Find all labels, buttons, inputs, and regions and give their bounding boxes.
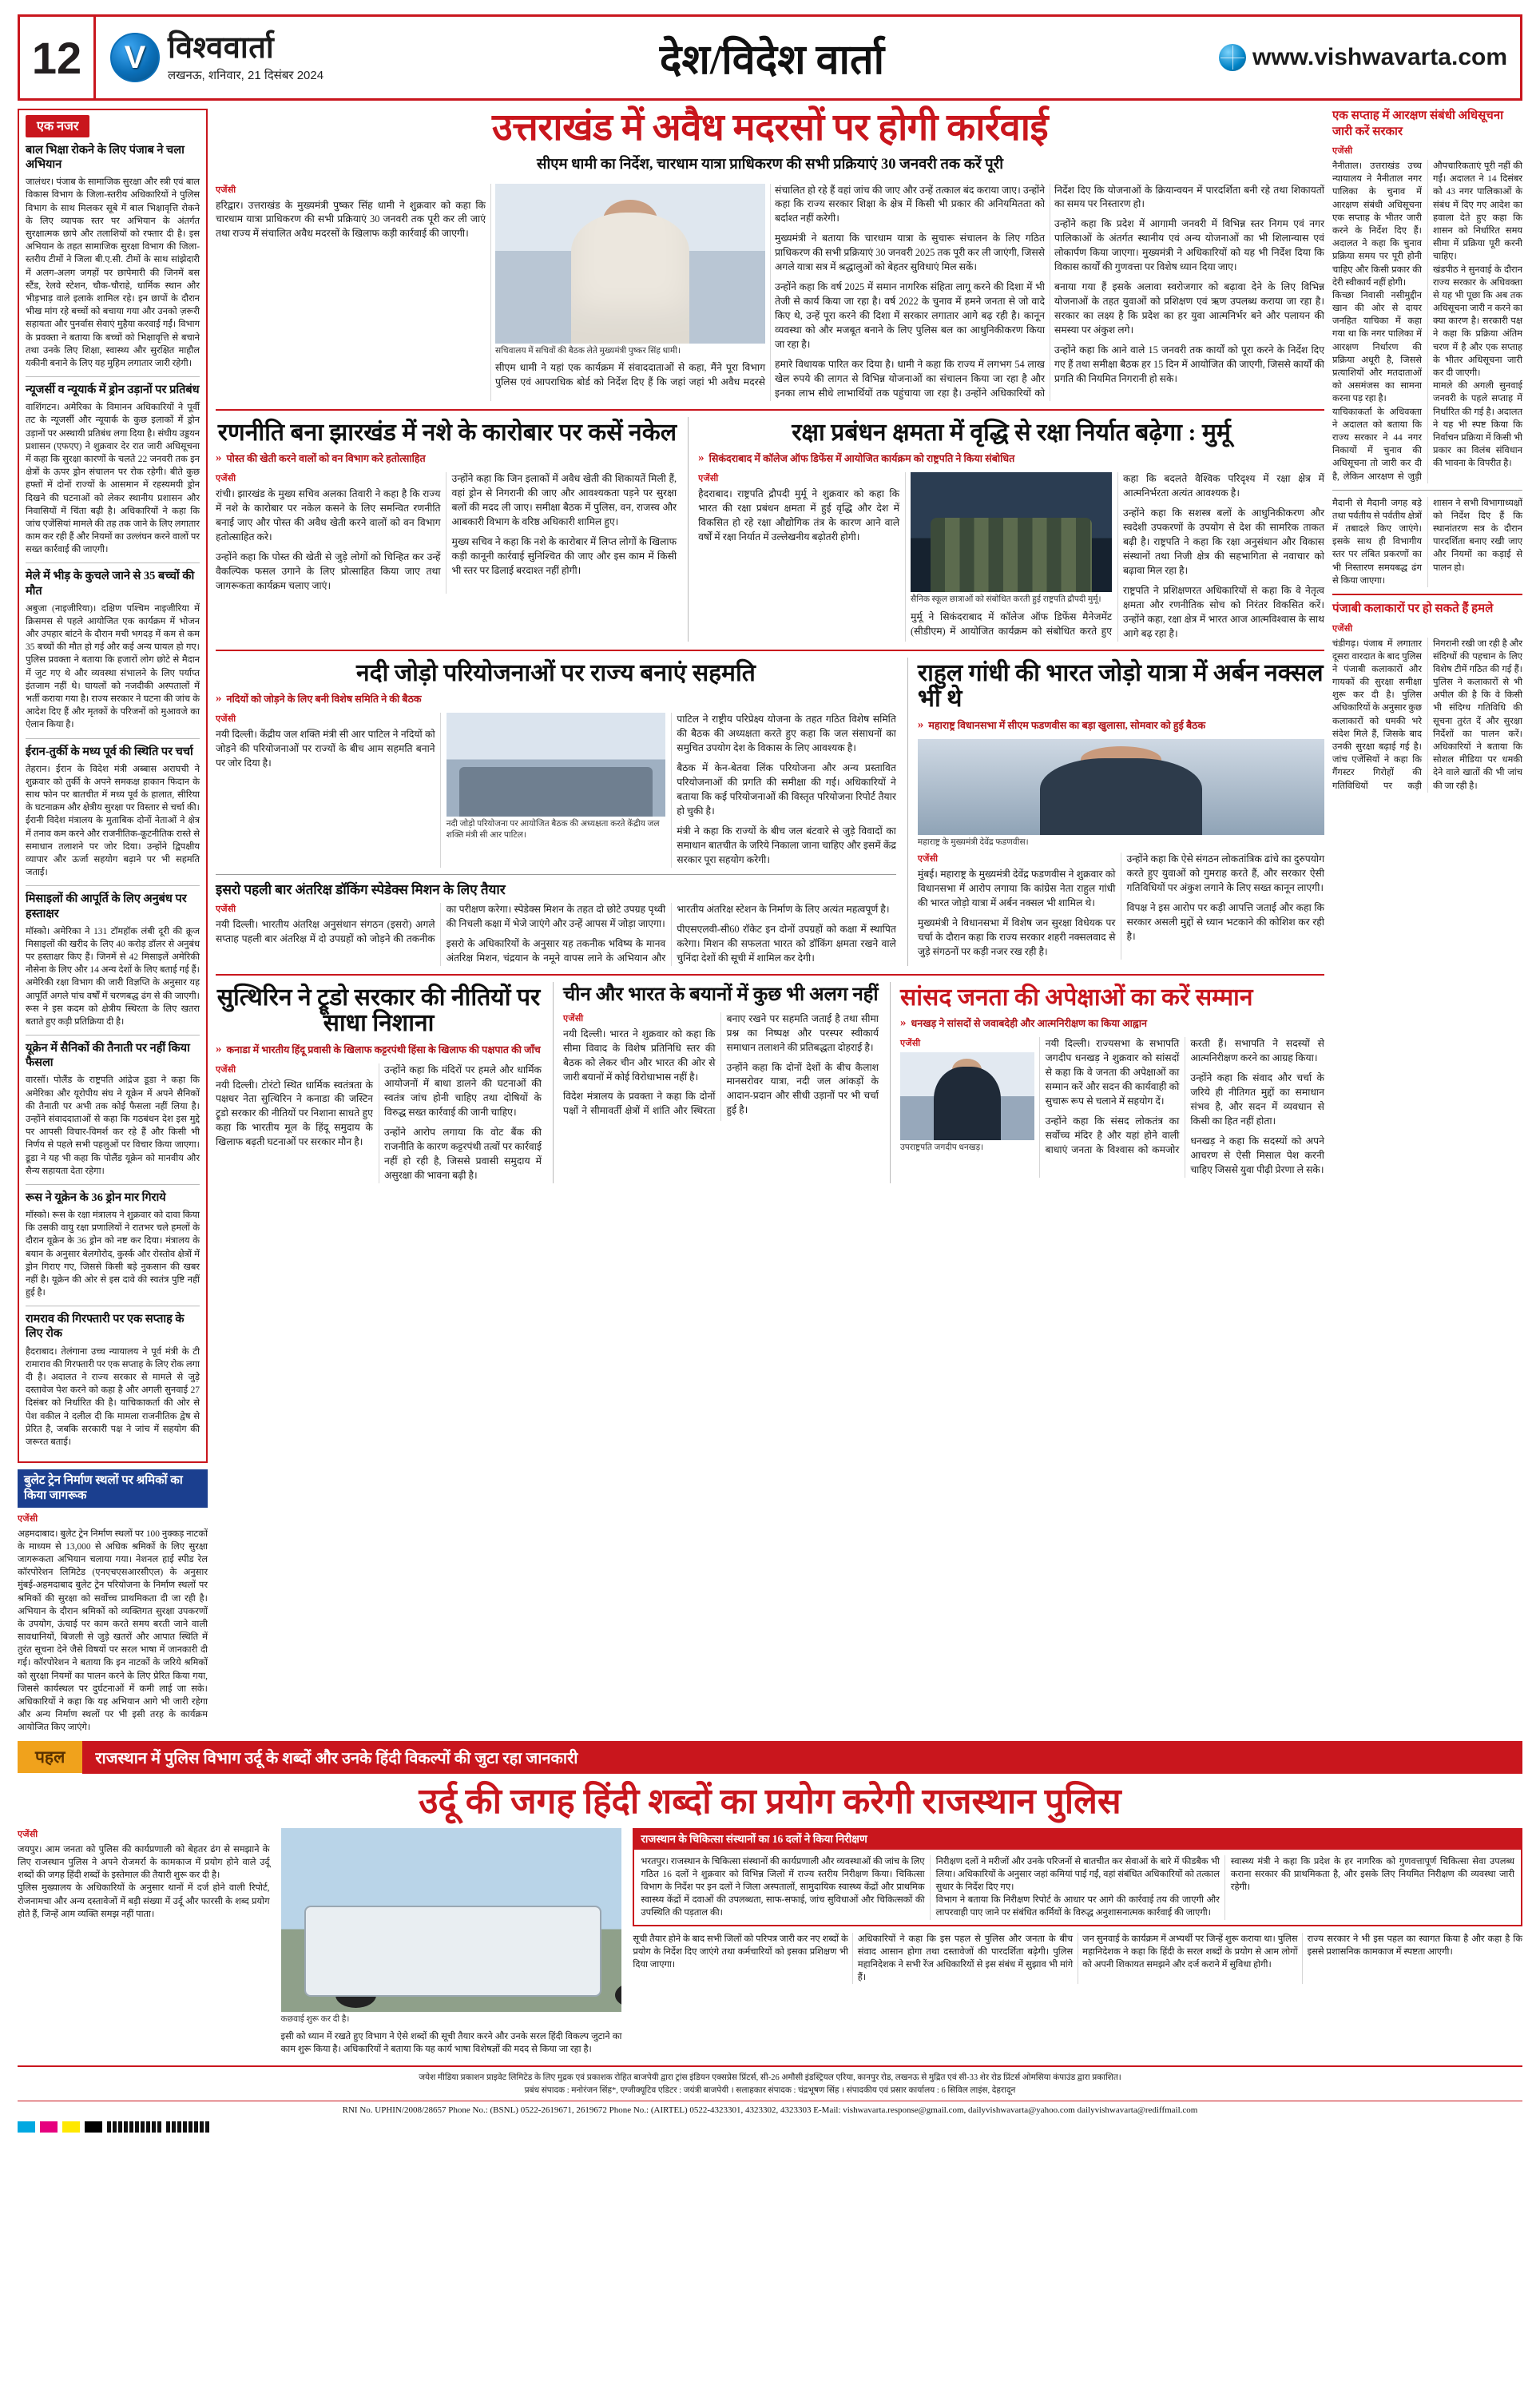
bottom-col-1 (18, 1828, 270, 2056)
lead-para: सीएम धामी ने यहां एक कार्यक्रम में संवाददाताओं से कहा, मैंने पूरा विभाग पुलिस एवं आपराधिक बोर्ड को निर्देश दिए हैं कि जहां जहां भी अवैध मदरसे संचालित हो रहे हैं वहां जांच की जाए और उन्हें तत्काल बंद कराया जाए। उन्होंने कहा कि राज्य सरकार शिक्षा के क्षेत्र में किसी भी प्रकार की अनियमितता को बर्दाश्त नहीं करेगी। (495, 184, 1045, 388)
president-murmu-photo (911, 472, 1112, 592)
story-para: सूची तैयार होने के बाद सभी जिलों को परिपत्र जारी कर नए शब्दों के प्रयोग के निर्देश दिए जाएंगे तथा कर्मचारियों को इसका प्रशिक्षण भी दिया जाएगा। (633, 1934, 848, 1970)
story-para: उन्होंने कहा कि सशस्त्र बलों के आधुनिकीकरण और स्वदेशी उपकरणों के उपयोग से देश की सामरिक ताकत बढ़ी है। राष्ट्रपति ने कहा कि रक्षा अनुसंधान और विकास संस्थानों तथा निजी क्षेत्र की सहभागिता से नवाचार को बढ़ावा मिल रहा है। (1123, 507, 1324, 576)
list-item (26, 1306, 200, 1449)
color-swatch-yellow (62, 2121, 80, 2133)
inset-para: विभाग ने बताया कि निरीक्षण रिपोर्ट के आधार पर आगे की कार्रवाई तय की जाएगी और लापरवाही पाए जाने पर संबंधित कर्मियों के विरुद्ध अनुशासनात्मक कार्रवाई की जाएगी। (935, 1895, 1220, 1918)
photo-caption: सचिवालय में सचिवों की बैठक लेते मुख्यमंत्री पुष्कर सिंह धामी। (495, 346, 681, 356)
story-para: पुलिस मुख्यालय के अधिकारियों के अनुसार थानों में दर्ज होने वाली रिपोर्ट, रोजनामचा और अन्य दस्तावेजों में बड़ी संख्या में उर्दू और फारसी के शब्द प्रयोग होते हैं, जिन्हें आम व्यक्ति समझ नहीं पाता। (18, 1883, 270, 1919)
registration-marks (18, 2121, 1522, 2133)
lead-para: बनाया गया हैं इसके अलावा स्वरोजगार को बढ़ावा देने के लिए विभिन्न योजनाओं के तहत युवाओं को प्रशिक्षण एवं ऋण उपलब्ध कराया जा रहा है। सरकार का लक्ष्य है कि प्रदेश का हर युवा आत्मनिर्भर बने और पलायन की समस्या पर अंकुश लगे। (1054, 281, 1324, 336)
story-para: उन्होंने आरोप लगाया कि वोट बैंक की राजनीति के कारण कट्टरपंथी तत्वों पर कार्रवाई नहीं हो रही है, जिससे प्रवासी समुदाय में असुरक्षा की भावना बढ़ी है। (384, 1127, 542, 1182)
story-para: मामले की अगली सुनवाई जनवरी के पहले सप्ताह में निर्धारित की गई है। अदालत ने यह भी स्पष्ट किया कि निर्वाचन प्रक्रिया में किसी भी प्रकार का विलंब संविधान की भावना के विपरीत है। (1433, 381, 1522, 469)
bottom-col-3 (633, 1828, 1522, 2056)
color-swatch-black (85, 2121, 102, 2133)
story-kicker (918, 719, 1324, 733)
register-bars-icon-2 (166, 2121, 209, 2133)
brief-headline: न्यूजर्सी व न्यूयार्क में ड्रोन उड़ानों पर प्रतिबंध (26, 384, 200, 397)
story-para: उन्होंने कहा कि जिन इलाकों में अवैध खेती की शिकायतें मिली हैं, वहां ड्रोन से निगरानी की जाए और आवश्यकता पड़ने पर सुरक्षा बलों की मदद ली जाए। समीक्षा बैठक में पुलिस, वन, राजस्व और आबकारी विभाग के वरिष्ठ अधिकारी शामिल हुए। (451, 473, 677, 528)
brief-headline: मेले में भीड़ के कुचले जाने से 35 बच्चों की मौत (26, 570, 195, 598)
divider (216, 409, 1324, 411)
agency-label: एजेंसी (698, 474, 719, 484)
story-kicker (216, 1043, 542, 1057)
publication-title: विश्ववार्ता (168, 31, 275, 66)
agency-label: एजेंसी (917, 854, 939, 865)
story-kicker (216, 693, 896, 706)
list-item (26, 738, 200, 880)
story-para: धनखड़ ने कहा कि सदस्यों को अपने आचरण से ऐसी मिसाल पेश करनी चाहिए जिससे युवा पीढ़ी प्रेरणा ले सके। (1190, 1135, 1324, 1175)
story-murmu (688, 417, 1324, 642)
story-trudeau (216, 982, 542, 1183)
story-para: इसी को ध्यान में रखते हुए विभाग ने ऐसे शब्दों की सूची तैयार करने और उनके सरल हिंदी विकल्प जुटाने का काम शुरू किया है। अधिकारियों ने बताया कि यह कार्य भाषा विशेषज्ञों की मदद से किया जा रहा है। (280, 2031, 622, 2054)
brief-text: जालंधर। पंजाब के सामाजिक सुरक्षा और स्त्री एवं बाल विकास विभाग के जिला-स्तरीय अधिकारियों ने पुलिस विभाग के साथ मिलकर सूबे में बाल भिक्षावृत्ति रोकने के लिए व्यापक स्तर पर अभियान के अंतर्गत सुरक्षात्मक छापे और तलाशियों को रफ्तार दी है। इस अभियान के तहत सामाजिक सुरक्षा विभाग की जिला-स्तरीय टीमों ने जिला बी.ए.सी. टीमों के साथ सांझेदारी में अलग-अलग जगहों पर छापेमारी की जिनमें बस स्टैंड, रेलवे स्टेशन, चौक-चौराहे, धार्मिक स्थान और भीड़भाड़ वाले इलाके शामिल रहे। इन छापों के दौरान भीख मांग रहे बच्चों को बचाया गया और उनको ज़रूरी सहायता और पुनर्वास सेवाएं मुहैया करवाई गईं। विभाग के प्रवक्ता ने बताया कि बच्चों को भिक्षावृत्ति से बचाने तथा उनके लिए शिक्षा, स्वास्थ्य और सुरक्षित माहौल यकीनी बनाने के लिए यह मुहिम लगातार जारी रहेगी। (26, 177, 200, 368)
story-body (900, 1037, 1324, 1178)
story-para: किच्छा निवासी नसीमुद्दीन खान की ओर से दायर जनहित याचिका में कहा गया था कि नगर पालिका में आरक्षण निर्धारण की प्रक्रिया अधूरी है, जिससे प्रत्याशियों और मतदाताओं को असमंजस का सामना करना पड़ रहा है। (1332, 290, 1422, 404)
story-para: रांची। झारखंड के मुख्य सचिव अलका तिवारी ने कहा है कि राज्य में नशे के कारोबार पर नकेल कसने के लिए समन्वित रणनीति बनाई जाए और पोस्त की अवैध खेती करने वालों को वन विभाग हतोत्साहित करे। (216, 488, 441, 543)
story-para: बैठक में केन-बेतवा लिंक परियोजना और अन्य प्रस्तावित परियोजनाओं की प्रगति की समीक्षा की गई। अधिकारियों ने बताया कि कई परियोजनाओं की विस्तृत परियोजना रिपोर्ट तैयार हो चुकी है। (677, 762, 896, 817)
story-para: मुंबई। महाराष्ट्र के मुख्यमंत्री देवेंद्र फडणवीस ने शुक्रवार को विधानसभा में आरोप लगाया कि कांग्रेस नेता राहुल गांधी की भारत जोड़ो यात्रा में अर्बन नक्सल भी शामिल थे। (917, 869, 1116, 909)
vishwavarta-logo-icon (110, 33, 160, 82)
bottom-story-grid (18, 1828, 1522, 2056)
story-dhankhar (890, 982, 1324, 1183)
color-swatch-cyan (18, 2121, 35, 2133)
story-body: अहमदाबाद। बुलेट ट्रेन निर्माण स्थलों पर 100 नुक्कड़ नाटकों के माध्यम से 13,000 से अधिक श्रमिकों के लिए सुरक्षा जागरूकता अभियान चलाया गया। नेशनल हाई स्पीड रेल कॉरपोरेशन लिमिटेड (एनएचएसआरसीएल) के अनुसार मुंबई-अहमदाबाद बुलेट ट्रेन परियोजना के निर्माण स्थलों पर श्रमिकों की सुरक्षा को सर्वोच्च प्राथमिकता दी जा रही है। अभियान के दौरान श्रमिकों को व्यक्तिगत सुरक्षा उपकरणों के उपयोग, ऊंचाई पर काम करते समय बरती जाने वाली सावधानियों, बिजली से जुड़े खतरों और आपात स्थिति में तुरंत सूचना देने जैसे विषयों पर सरल भाषा में जानकारी दी गई। कॉरपोरेशन ने बताया कि इन नाटकों के जरिये श्रमिकों को सुरक्षा नियमों का पालन करने के लिए प्रेरित किया गया, जिससे कार्यस्थल पर दुर्घटनाओं में कमी लाई जा सके। अधिकारियों ने कहा कि यह अभियान आगे भी जारी रहेगा और अन्य निर्माण स्थलों पर भी इसी तरह के कार्यक्रम आयोजित किए जाएंगे। (18, 1528, 208, 1733)
list-item (26, 376, 200, 556)
right-column (1332, 109, 1522, 1735)
police-van-photo (281, 1828, 622, 2012)
murmu-photo-figure (911, 472, 1112, 606)
story-body (918, 853, 1324, 960)
story-para: खंडपीठ ने सुनवाई के दौरान राज्य सरकार के अधिवक्ता से यह भी पूछा कि अब तक अधिसूचना जारी न करने का क्या कारण है। सरकारी पक्ष ने कहा कि प्रक्रिया अंतिम चरण में है और एक सप्ताह के भीतर अधिसूचना जारी कर दी जाएगी। (1433, 264, 1522, 378)
bottom-lead-headline: उर्दू की जगह हिंदी शब्दों का प्रयोग करेगी राजस्थान पुलिस (419, 1781, 1121, 1821)
agency-label: एजेंसी (216, 904, 236, 914)
kicker-text: महाराष्ट्र विधानसभा में सीएम फडणवीस का बड़ा खुलासा, सोमवार को हुई बैठक (928, 719, 1206, 731)
brief-headline: रूस ने यूक्रेन के 36 ड्रोन मार गिराये (26, 1191, 166, 1204)
row-river-isro (216, 658, 1324, 966)
bullet-icon: » (216, 692, 222, 706)
story-headline: इसरो पहली बार अंतरिक्ष डॉकिंग स्पेडेक्स मिशन के लिए तैयार (216, 881, 506, 897)
story-body (216, 903, 896, 966)
story-kicker (216, 452, 677, 466)
story-para: राष्ट्रपति ने प्रशिक्षणरत अधिकारियों से कहा कि वे नेतृत्व क्षमता और रणनीतिक सोच को निरंतर विकसित करें। उन्होंने कहा, रक्षा क्षेत्र में भारत आज आत्मविश्वास के साथ आगे बढ़ रहा है। (1123, 584, 1324, 639)
row-jharkhand-murmu (216, 417, 1324, 642)
right-top-body (1332, 160, 1522, 483)
story-para: नयी दिल्ली। टोरंटो स्थित धार्मिक स्वतंत्रता के पक्षधर नेता सुत्थिरिन ने कनाडा की जस्टिन ट्रूडो सरकार की नीतियों पर निशाना साधते हुए कहा कि भारतीय मूल के हिंदू समुदाय के खिलाफ बढ़ती घटनाओं पर सरकार मौन है। (216, 1079, 373, 1148)
agency-label: एजेंसी (900, 1039, 921, 1049)
pehal-band (18, 1741, 1522, 1774)
lead-para: उन्होंने कहा कि वर्ष 2025 में समान नागरिक संहिता लागू करने की दिशा में भी तेजी से कार्य किया जा रहा है। वर्ष 2022 के चुनाव में हमने जनता से जो वादे किए थे, उन्हें पूरा करने की दिशा में सरकार लगातार आगे बढ़ रही है। कानून व्यवस्था को और मजबूत बनाने के लिए पुलिस बल का आधुनिकीकरण किया जा रहा है। (775, 281, 1045, 351)
dhankhar-photo (900, 1052, 1034, 1140)
story-para: हैदराबाद। राष्ट्रपति द्रौपदी मुर्मू ने शुक्रवार को कहा कि भारत की रक्षा प्रबंधन क्षमता में हुई वृद्धि और देश में विकसित हो रहे रक्षा औद्योगिक तंत्र के कारण आने वाले वर्षों में रक्षा निर्यात में उल्लेखनीय बढ़ोतरी होगी। (698, 488, 900, 543)
agency-label: एजेंसी (216, 714, 236, 725)
cm-dhami-photo (495, 184, 765, 344)
story-para: विदेश मंत्रालय के प्रवक्ता ने कहा कि दोनों पक्षों ने सीमावर्ती क्षेत्रों में शांति और स्थिरता बनाए रखने पर सहमति जताई है तथा सीमा प्रश्न का निष्पक्ष और परस्पर स्वीकार्य समाधान तलाशने की प्रतिबद्धता दोहराई है। (563, 1012, 879, 1117)
story-para: उन्होंने कहा कि पोस्त की खेती से जुड़े लोगों को चिन्हित कर उन्हें वैकल्पिक फसल उगाने के लिए प्रोत्साहित किया जाए तथा जागरूकता कार्यक्रम चलाए जाएं। (216, 551, 441, 591)
imprint-line-1: जयेश मीडिया प्रकाशन प्राइवेट लिमिटेड के लिए मुद्रक एवं प्रकाशक रोहित बाजपेयी द्वारा ट्रांस इंडियन एक्सप्रेस प्रिंटर्स, सी-26 अमौसी इंडस्ट्रियल एरिया, कानपुर रोड, लखनऊ से मुद्रित एवं सी-33 शेर रोड प्रिंटर्स ओमसिया कंपाउंड द्वारा प्रकाशित। (419, 2073, 1121, 2082)
story-headline: रक्षा प्रबंधन क्षमता में वृद्धि से रक्षा निर्यात बढ़ेगा : मुर्मू (792, 419, 1231, 446)
agency-label: एजेंसी (563, 1013, 584, 1024)
brief-text: तेहरान। ईरान के विदेश मंत्री अब्बास अराघची ने शुक्रवार को तुर्की के अपने समकक्ष हाकान फिदान के साथ फोन पर बातचीत में मध्य पूर्व के हालात, सीरिया के घटनाक्रम और क्षेत्रीय सुरक्षा पर विस्तार से चर्चा की। ईरानी विदेश मंत्रालय के मुताबिक दोनों नेताओं ने क्षेत्र में तनाव कम करने और राजनीतिक-कूटनीतिक रास्ते से समाधान तलाशने पर जोर दिया। उन्होंने द्विपक्षीय व्यापार और ऊर्जा सहयोग बढ़ाने पर भी सहमति जताई। (26, 764, 200, 878)
story-kicker (698, 452, 1324, 466)
agency-label: एजेंसी (216, 474, 236, 484)
fadnavis-photo (918, 739, 1324, 835)
story-para: मंत्री ने कहा कि राज्यों के बीच जल बंटवारे से जुड़े विवादों का समाधान बातचीत के जरिये निकाला जाना चाहिए और इसमें केंद्र सरकार पूरा सहयोग करेगी। (677, 825, 896, 865)
lead-subheadline: सीएम धामी का निर्देश, चारधाम यात्रा प्राधिकरण की सभी प्रक्रियाएं 30 जनवरी तक करें पूरी (536, 157, 1004, 173)
brief-text: मॉस्को। रूस के रक्षा मंत्रालय ने शुक्रवार को दावा किया कि उसकी वायु रक्षा प्रणालियों ने रातभर चले हमलों के दौरान यूक्रेन के 36 ड्रोन को नष्ट कर दिया। मंत्रालय के बयान के अनुसार बेलगोरोद, कुर्स्क और रोस्तोव क्षेत्रों में ड्रोन गिराए गए, जिससे किसी बड़े नुकसान की खबर नहीं है। यूक्रेन की ओर से इस दावे की स्वतंत्र पुष्टि नहीं हुई है। (26, 1210, 200, 1298)
photo-caption: सैनिक स्कूल छात्राओं को संबोधित करती हुई राष्ट्रपति द्रौपदी मुर्मू। (911, 595, 1101, 605)
bullet-icon: » (216, 451, 222, 465)
story-headline: पंजाबी कलाकारों पर हो सकते हैं हमले (1332, 602, 1494, 615)
lead-para: हरिद्वार। उत्तराखंड के मुख्यमंत्री पुष्कर सिंह धामी ने शुक्रवार को कहा कि चारधाम यात्रा प्राधिकरण की सभी प्रक्रियाएं 30 जनवरी तक पूरी कर ली जाएं तथा राज्य में संचालित अवैध मदरसों के खिलाफ कड़ी कार्रवाई की जाएगी। (216, 199, 486, 240)
story-china (553, 982, 879, 1183)
story-para: नयी दिल्ली। केंद्रीय जल शक्ति मंत्री सी आर पाटिल ने नदियों को जोड़ने की परियोजनाओं पर राज्यों के बीच आम सहमति बनाने पर जोर दिया है। (216, 729, 435, 769)
bullet-train-badge: बुलेट ट्रेन निर्माण स्थलों पर श्रमिकों का किया जागरूक (18, 1469, 208, 1508)
divider (216, 650, 1324, 651)
center-column (216, 109, 1324, 1735)
story-headline: राहुल गांधी की भारत जोड़ो यात्रा में अर्बन नक्सल भी थे (917, 659, 1324, 713)
agency-label: एजेंसी (18, 1829, 38, 1839)
right-top-headline: एक सप्ताह में आरक्षण संबंधी अधिसूचना जारी करें सरकार (1332, 109, 1504, 138)
page-number: 12 (20, 17, 96, 98)
list-item (26, 1184, 200, 1299)
lead-body (216, 184, 1324, 401)
story-para: इसरो के अधिकारियों के अनुसार यह तकनीक भविष्य के मानव अंतरिक्ष मिशन, चंद्रयान के नमूने वापस लाने के अभियान और भारतीय अंतरिक्ष स्टेशन के निर्माण के लिए अत्यंत महत्वपूर्ण है। (446, 903, 890, 964)
story-para: पाटिल ने राष्ट्रीय परिप्रेक्ष्य योजना के तहत गठित विशेष समिति की बैठक की अध्यक्षता करते हुए कहा कि जल संसाधनों का समुचित उपयोग देश के विकास के लिए आवश्यक है। (677, 714, 896, 754)
ek-nazar-badge: एक नजर (26, 115, 89, 137)
list-item (26, 885, 200, 1028)
kicker-text: पोस्त की खेती करने वालों को वन विभाग करे हतोत्साहित (226, 453, 426, 465)
photo-caption: उपराष्ट्रपति जगदीप धनखड़। (900, 1143, 984, 1153)
lead-headline: उत्तराखंड में अवैध मदरसों पर होगी कार्रवाई (491, 107, 1049, 149)
story-para: उन्होंने कहा कि ऐसे संगठन लोकतांत्रिक ढांचे का दुरुपयोग करते हुए युवाओं को गुमराह करते हैं, और सरकार ऐसी गतिविधियों पर अंकुश लगाने के लिए सख्त कानून लाएगी। (1126, 853, 1324, 894)
story-para: उन्होंने कहा कि संसद लोकतंत्र का सर्वोच्च मंदिर है और यहां होने वाली बाधाएं जनता के विश्वास को कमजोर करती हैं। सभापति ने सदस्यों से आत्मनिरीक्षण करने का आग्रह किया। (1045, 1038, 1324, 1155)
page-grid (18, 109, 1522, 1735)
story-para: उन्होंने कहा कि मंदिरों पर हमले और धार्मिक आयोजनों में बाधा डालने की घटनाओं की स्वतंत्र जांच होनी चाहिए तथा दोषियों के विरुद्ध सख्त कार्रवाई की जानी चाहिए। (384, 1063, 542, 1119)
story-para: पीएसएलवी-सी60 रॉकेट इन दोनों उपग्रहों को कक्षा में स्थापित करेगा। मिशन की सफलता भारत को डॉकिंग क्षमता रखने वाले चुनिंदा देशों की सूची में शामिल कर देगी। (677, 923, 896, 964)
police-van-figure (281, 1828, 622, 2025)
lead-para: हमारे विधायक पारित कर दिया है। धामी ने कहा कि राज्य में लगभग 54 लाख खेल रुपये की लागत से विभिन्न योजनाओं का संचालन किया जा रहा है और इनका लाभ सीधे लाभार्थियों तक पहुंचाया जा रहा है। उन्होंने अधिकारियों को निर्देश दिए कि योजनाओं के क्रियान्वयन में पारदर्शिता बनी रहे तथा शिकायतों का समय पर निस्तारण हो। (775, 184, 1324, 399)
lead-para: उन्होंने कहा कि प्रदेश में आगामी जनवरी में विभिन्न स्तर निगम एवं नगर पालिकाओं के अंतर्गत स्थानीय एवं अन्य योजनाओं का भी शिलान्यास एवं लोकार्पण किया जाएगा। मुख्यमंत्री ने अधिकारियों को यह भी निर्देश दिया कि विकास कार्यों की गुणवत्ता पर विशेष ध्यान दिया जाए। (1054, 218, 1324, 273)
agency-label: एजेंसी (18, 1513, 38, 1524)
story-body (698, 472, 1324, 641)
pehal-badge: पहल (18, 1741, 82, 1773)
kicker-text: सिकंदराबाद में कॉलेज ऑफ डिफेंस में आयोजित कार्यक्रम को राष्ट्रपति ने किया संबोधित (708, 453, 1015, 465)
inset-headline: राजस्थान के चिकित्सा संस्थानों का 16 दलों ने किया निरीक्षण (634, 1830, 1521, 1850)
inset-para: निरीक्षण दलों ने मरीजों और उनके परिजनों से बातचीत कर सेवाओं के बारे में फीडबैक भी लिया। अधिकारियों के अनुसार जहां कमियां पाई गईं, वहां संबंधित अधिकारियों को तत्काल सुधार के निर्देश दिए गए। (935, 1856, 1220, 1892)
story-headline: सांसद जनता की अपेक्षाओं का करें सम्मान (900, 984, 1253, 1011)
bullet-icon: » (216, 1042, 222, 1055)
dhankhar-photo-figure (900, 1052, 1034, 1154)
story-body (216, 472, 677, 594)
meeting-photo (447, 713, 666, 817)
story-body (216, 1063, 542, 1184)
bullet-train-story (18, 1469, 208, 1735)
agency-label: एजेंसी (1332, 146, 1353, 156)
divider (216, 874, 896, 875)
list-item (26, 143, 200, 370)
story-para: मुख्यमंत्री ने विधानसभा में विशेष जन सुरक्षा विधेयक पर चर्चा के दौरान कहा कि राज्य सरकार शहरी नक्सलवाद से जुड़े संगठनों पर कड़ी नजर रख रही है। (917, 917, 1116, 958)
story-para: जन सुनवाई के कार्यक्रम में अभ्यर्थी पर जिन्हें शुरू कराया था। पुलिस महानिदेशक ने कहा कि हिंदी के सरल शब्दों के प्रयोग से आम लोगों को अपनी शिकायत समझने और दर्ज कराने में सुविधा होगी। (1082, 1934, 1298, 1970)
brief-headline: मिसाइलों की आपूर्ति के लिए अनुबंध पर हस्ताक्षर (26, 892, 187, 920)
agency-label: एजेंसी (216, 185, 236, 195)
lead-para: मुख्यमंत्री ने बताया कि चारधाम यात्रा के सुचारू संचालन के लिए गठित प्राधिकरण की सभी प्रक्रियाएं 30 जनवरी 2025 तक पूरी कर ली जाएंगी, जिससे अगले यात्रा सत्र में श्रद्धालुओं को बेहतर सुविधाएं मिल सकें। (775, 233, 1045, 273)
brief-headline: यूक्रेन में सैनिकों की तैनाती पर नहीं किया फैसला (26, 1042, 190, 1070)
kicker-text: कनाडा में भारतीय हिंदू प्रवासी के खिलाफ कट्टरपंथी हिंसा के खिलाफ की पक्षपात की जाँच (226, 1043, 541, 1055)
logo-block (96, 17, 359, 98)
list-item (26, 1035, 200, 1178)
story-para: विपक्ष ने इस आरोप पर कड़ी आपत्ति जताई और कहा कि सरकार असली मुद्दों से ध्यान भटकाने की कोशिश कर रही है। (1126, 902, 1324, 943)
imprint-line-2: प्रबंध संपादक : मनोरंजन सिंह*, एग्जीक्यूटिव एडिटर : जयंत्री बाजपेयी । सलाहकार संपादक : चंद्रभूषण सिंह । संपादकीय एवं प्रसार कार्यालय : 6 सिविल लाइंस, देहरादून (524, 2085, 1016, 2095)
kicker-text: नदियों को जोड़ने के लिए बनी विशेष समिति ने की बैठक (226, 694, 422, 706)
globe-icon (1219, 44, 1246, 71)
story-para: नैनीताल। उत्तराखंड उच्च न्यायालय ने नैनीताल नगर पालिका के चुनाव में आरक्षण संबंधी अधिसूचना एक सप्ताह के भीतर जारी करने के निर्देश दिए हैं। अदालत ने कहा कि चुनाव प्रक्रिया समय पर पूरी होनी चाहिए और किसी प्रकार की देरी स्वीकार्य नहीं होगी। (1332, 161, 1422, 288)
bottom-col-photo (281, 1828, 622, 2056)
bullet-icon: » (900, 1016, 907, 1030)
divider (216, 974, 1324, 976)
register-bars-icon (107, 2121, 161, 2133)
section-title-wrap (359, 17, 1185, 98)
row-trudeau-china-dhankhar (216, 982, 1324, 1183)
story-para: जयपुर। आम जनता को पुलिस की कार्यप्रणाली को बेहतर ढंग से समझाने के लिए राजस्थान पुलिस ने अपने रोजमर्रा के कामकाज में प्रयोग होने वाले उर्दू शब्दों की जगह हिंदी शब्दों के इस्तेमाल की तैयारी शुरू कर दी है। (18, 1844, 270, 1881)
agency-label: एजेंसी (1332, 623, 1353, 634)
story-punjabi-artists (1332, 602, 1522, 793)
story-headline: चीन और भारत के बयानों में कुछ भी अलग नहीं (563, 984, 879, 1005)
story-headline: सुत्थिरिन ने ट्रूडो सरकार की नीतियों पर साधा निशाना (216, 984, 541, 1037)
inspection-inset-box (633, 1828, 1522, 1926)
story-body (216, 713, 896, 868)
list-item (26, 562, 200, 731)
brief-headline: ईरान-तुर्की के मध्य पूर्व की स्थिति पर चर्चा (26, 745, 193, 758)
kicker-text: धनखड़ ने सांसदों से जवाबदेही और आत्मनिरीक्षण का किया आह्वान (911, 1018, 1147, 1030)
story-para: शासन ने सभी विभागाध्यक्षों को निर्देश दिए हैं कि स्थानांतरण सत्र के दौरान पारदर्शिता बनाए रखी जाए और नियमों का कड़ाई से पालन हो। (1433, 498, 1522, 573)
story-body (563, 1012, 879, 1122)
bullet-icon: » (698, 451, 705, 465)
story-para: मुर्मू ने सिकंदराबाद में कॉलेज ऑफ डिफेंस मैनेजमेंट (सीडीएम) में आयोजित कार्यक्रम को संबोधित करते हुए कहा कि बदलते वैश्विक परिदृश्य में रक्षा क्षेत्र में आत्मनिर्भरता अत्यंत आवश्यक है। (911, 473, 1324, 637)
story-para: मैदानी से मैदानी जगह बड़े तथा पर्वतीय से पर्वतीय क्षेत्रों में तबादले किए जाएंगे। इसके साथ ही विभागीय स्तर पर लंबित प्रकरणों का भी निस्तारण समयबद्ध ढंग से किया जाएगा। (1332, 498, 1422, 586)
photo-caption: नदी जोड़ो परियोजना पर आयोजित बैठक की अध्यक्षता करते केंद्रीय जल शक्ति मंत्री सी आर पाटिल। (446, 820, 660, 840)
story-para: चंडीगढ़। पंजाब में लगातार दूसरा वारदात के बाद पुलिस ने पंजाबी कलाकारों और गायकों की सुरक्षा समीक्षा शुरू कर दी है। पुलिस अधिकारियों के अनुसार कुछ कलाकारों को धमकी भरे संदेश मिले हैं, जिसके बाद उनकी सुरक्षा बढ़ाई गई है। जांच एजेंसियों ने कहा कि गैंगस्टर गिरोहों की गतिविधियों पर कड़ी निगरानी रखी जा रही है और संदिग्धों की पहचान के लिए विशेष टीमें गठित की गई हैं। पुलिस ने कलाकारों से भी अपील की है कि वे किसी भी संदिग्ध गतिविधि की सूचना तुरंत दें और सुरक्षा निर्देशों का पालन करें। अधिकारियों ने बताया कि सोशल मीडिया पर धमकी देने वाले खातों की भी जांच की जा रही है। (1332, 638, 1522, 791)
masthead (18, 14, 1522, 101)
rni-line: RNI No. UPHIN/2008/28657 Phone No.: (BSNL) 0522-2619671, 2619672 Phone No.: (AIRTEL) 0522-4323301, 4323302, 4323303 E-Mail: vishwavarta.response@gmail.com, dailyvishwavarta@yahoo.com dailyvishwavarta@rediffmail.com (18, 2101, 1522, 2115)
inset-para: स्वास्थ्य मंत्री ने कहा कि प्रदेश के हर नागरिक को गुणवत्तापूर्ण चिकित्सा सेवा उपलब्ध कराना सरकार की प्राथमिकता है, और इसके लिए नियमित निरीक्षण की व्यवस्था जारी रहेगी। (1230, 1856, 1514, 1892)
divider (1332, 490, 1522, 491)
bottom-extra-body (633, 1933, 1522, 1985)
story-body (1332, 638, 1522, 793)
story-jharkhand (216, 417, 677, 642)
website-url[interactable]: www.vishwavarta.com (1252, 44, 1507, 70)
right-second-body (1332, 497, 1522, 587)
brief-headline: रामराव की गिरफ्तारी पर एक सप्ताह के लिए रोक (26, 1313, 185, 1341)
brief-headline: बाल भिक्षा रोकने के लिए पंजाब ने चला अभियान (26, 144, 185, 172)
rahul-photo-figure (918, 739, 1324, 849)
color-swatch-magenta (40, 2121, 58, 2133)
brief-text: मॉस्को। अमेरिका ने 131 टॉमहॉक लंबी दूरी की क्रूज मिसाइलों की खरीद के लिए 40 करोड़ डॉलर से अनुबंध पर हस्ताक्षर किए हैं। जिनमें से 42 मिसाइलें अमेरिकी नौसेना के लिए और 14 अन्य देशों के लिए बताई गई हैं। अमेरिकी रक्षा विभाग की जारी विज्ञप्ति के अनुसार यह आपूर्ति अगले पांच वर्षों में चरणबद्ध ढंग से की जाएगी। रूस ने इस कदम को क्षेत्रीय स्थिरता के लिए खतरा बताते हुए कड़ी प्रतिक्रिया दी है। (26, 926, 200, 1027)
story-isro (216, 881, 896, 966)
lead-photo-figure (495, 184, 765, 357)
story-kicker (900, 1017, 1324, 1031)
bullet-icon: » (917, 718, 924, 731)
website-block[interactable] (1185, 17, 1520, 98)
story-para: नयी दिल्ली। भारत ने शुक्रवार को कहा कि सीमा विवाद के विशेष प्रतिनिधि स्तर की बैठक को लेकर चीन और भारत की ओर से जारी बयानों में कोई विरोधाभास नहीं है। (563, 1028, 716, 1083)
publication-dateline: लखनऊ, शनिवार, 21 दिसंबर 2024 (168, 69, 324, 83)
brief-text: वाशिंगटन। अमेरिका के विमानन अधिकारियों ने पूर्वी तट के न्यूजर्सी और न्यूयार्क के कुछ इलाकों में ड्रोन उड़ानों पर अस्थायी प्रतिबंध लगा दिया है। संघीय उड्डयन प्रशासन (एफएए) ने शुक्रवार देर रात जारी अधिसूचना में कहा कि सुरक्षा कारणों के चलते 22 जनवरी तक इन क्षेत्रों के ऊपर ड्रोन संचालन पर रोक रहेगी। बीते कुछ हफ्तों में दोनों राज्यों के आसमान में रहस्यमयी ड्रोन दिखने की घटनाओं को लेकर स्थानीय प्रशासन और निवासियों में चिंता बढ़ी है। अधिकारियों ने कहा कि जांच एजेंसियां मामले की तह तक जाने के लिए लगातार काम कर रही हैं और नियमों का उल्लंघन करने वालों पर सख्त कार्रवाई की जाएगी। (26, 403, 200, 555)
photo-caption: महाराष्ट्र के मुख्यमंत्री देवेंद्र फडणवीस। (917, 837, 1029, 847)
story-river (216, 658, 896, 966)
story-para: नयी दिल्ली। राज्यसभा के सभापति जगदीप धनखड़ ने शुक्रवार को सांसदों से कहा कि वे जनता की अपेक्षाओं का सम्मान करें और सदन की कार्यवाही को सुचारू रूप से चलाने में सहयोग दें। (1045, 1038, 1180, 1107)
brief-text: अबुजा (नाइजीरिया)। दक्षिण पश्चिम नाइजीरिया में क्रिसमस से पहले आयोजित एक कार्यक्रम में भोजन और उपहार बांटने के दौरान मची भगदड़ में कम से कम 35 बच्चों की मौत हो गई और कई अन्य घायल हो गए। पुलिस प्रवक्ता ने बताया कि हजारों लोग छोटे से मैदान में जुट गए थे और व्यवस्था संभालने के लिए पर्याप्त इंतजाम नहीं थे। घायलों को नजदीकी अस्पतालों में भर्ती कराया गया है। राज्य सरकार ने घटना की जांच के आदेश दिए हैं और मृतकों के परिजनों को मुआवजे का ऐलान किया है। (26, 603, 200, 730)
brief-text: वारसॉ। पोलैंड के राष्ट्रपति आंद्रेज डूडा ने कहा कि अमेरिका और यूरोपीय संघ ने यूक्रेन में अपने सैनिकों की तैनाती पर अभी तक कोई फैसला नहीं लिया है। उन्होंने संवाददाताओं से कहा कि गठबंधन देश इस मुद्दे पर आपसी विचार-विमर्श कर रहे हैं और किसी भी निर्णय से पहले सभी पहलुओं पर विचार किया जाएगा। डूडा ने यह भी कहा कि पोलैंड यूक्रेन को मानवीय और सैन्य सहायता देता रहेगा। (26, 1075, 200, 1176)
story-para: याचिकाकर्ता के अधिवक्ता ने अदालत को बताया कि राज्य सरकार ने 44 नगर निकायों में चुनाव की अधिसूचना तो जारी कर दी है, लेकिन आरक्षण से जुड़ी औपचारिकताएं पूरी नहीं की गईं। अदालत ने 14 दिसंबर को 43 नगर पालिकाओं के संबंध में दिए गए आदेश का हवाला देते हुए कहा कि शासन को निर्धारित समय सीमा में प्रक्रिया पूरी करनी चाहिए। (1332, 161, 1522, 482)
pehal-strip-text: राजस्थान में पुलिस विभाग उर्दू के शब्दों और उनके हिंदी विकल्पों की जुटा रहा जानकारी (82, 1741, 1522, 1774)
story-rahul (907, 658, 1324, 966)
story-para: नयी दिल्ली। भारतीय अंतरिक्ष अनुसंधान संगठन (इसरो) अगले सप्ताह पहली बार अंतरिक्ष में दो उपग्रहों को जोड़ने की तकनीक का परीक्षण करेगा। स्पेडेक्स मिशन के तहत दो छोटे उपग्रह पृथ्वी की निचली कक्षा में भेजे जाएंगे और उन्हें आपस में जोड़ा जाएगा। (216, 903, 666, 944)
agency-label: एजेंसी (216, 1064, 236, 1075)
story-headline: नदी जोड़ो परियोजनाओं पर राज्य बनाएं सहमति (356, 659, 756, 686)
story-headline: रणनीति बना झारखंड में नशे के कारोबार पर कसें नकेल (217, 419, 677, 446)
story-para: उन्होंने कहा कि संवाद और चर्चा के जरिये ही नीतिगत मुद्दों का समाधान संभव है, और सदन में व्यवधान से किसी का हित नहीं होता। (1190, 1072, 1324, 1127)
divider (1332, 594, 1522, 595)
lead-para: उन्होंने कहा कि आने वाले 15 जनवरी तक कार्यों को पूरा करने के निर्देश दिए गए हैं तथा समीक्षा बैठक हर 15 दिन में आयोजित की जाएगी, जिससे कार्यों की प्रगति की नियमित निगरानी हो सके। (1054, 344, 1324, 384)
story-para: मुख्य सचिव ने कहा कि नशे के कारोबार में लिप्त लोगों के खिलाफ कड़ी कानूनी कार्रवाई सुनिश्चित की जाए और इस काम में किसी भी स्तर पर ढिलाई बरदाश्त नहीं होगी। (451, 536, 677, 576)
footer (18, 2065, 1522, 2133)
ek-nazar-box (18, 109, 208, 1463)
inset-para: भरतपुर। राजस्थान के चिकित्सा संस्थानों की कार्यप्रणाली और व्यवस्थाओं की जांच के लिए गठित 16 दलों ने शुक्रवार को विभिन्न जिलों में राज्य स्तरीय निरीक्षण किया। चिकित्सा विभाग के निर्देश पर इन दलों ने जिला अस्पतालों, सामुदायिक स्वास्थ्य केंद्रों और प्राथमिक स्वास्थ्य केंद्रों में दवाओं की उपलब्धता, साफ-सफाई, जांच सुविधाओं और चिकित्सकों की उपस्थिति की पड़ताल की। (641, 1856, 925, 1918)
brief-text: हैदराबाद। तेलंगाना उच्च न्यायालय ने पूर्व मंत्री के टी रामाराव की गिरफ्तारी पर एक सप्ताह के लिए रोक लगा दी है। अदालत ने राज्य सरकार से मामले से जुड़े दस्तावेज पेश करने को कहा है और अगली सुनवाई 27 दिसंबर को निर्धारित की है। याचिकाकर्ता की ओर से पेश वकील ने दलील दी कि मामला राजनीतिक द्वेष से प्रेरित है, जबकि सरकारी पक्ष ने जांच में सहयोग की जरूरत बताई। (26, 1346, 200, 1447)
inset-body (641, 1855, 1514, 1920)
left-column (18, 109, 208, 1735)
photo-caption: कछवाई शुरू कर दी है। (280, 2014, 350, 2024)
story-para: राज्य सरकार ने भी इस पहल का स्वागत किया है और कहा है कि इससे प्रशासनिक कामकाज में स्पष्टता आएगी। (1307, 1934, 1522, 1957)
story-para: अधिकारियों ने कहा कि इस पहल से पुलिस और जनता के बीच संवाद आसान होगा तथा दस्तावेजों की पारदर्शिता बढ़ेगी। पुलिस महानिदेशक ने सभी रेंज अधिकारियों से इस संबंध में सुझाव भी मांगे हैं। (857, 1934, 1074, 1983)
river-photo-figure (447, 713, 666, 841)
section-title: देश/विदेश वार्ता (659, 37, 885, 83)
story-para: उन्होंने कहा कि दोनों देशों के बीच कैलाश मानसरोवर यात्रा, नदी जल आंकड़ों के आदान-प्रदान और सीधी उड़ानों पर भी चर्चा हुई है। (726, 1061, 879, 1116)
